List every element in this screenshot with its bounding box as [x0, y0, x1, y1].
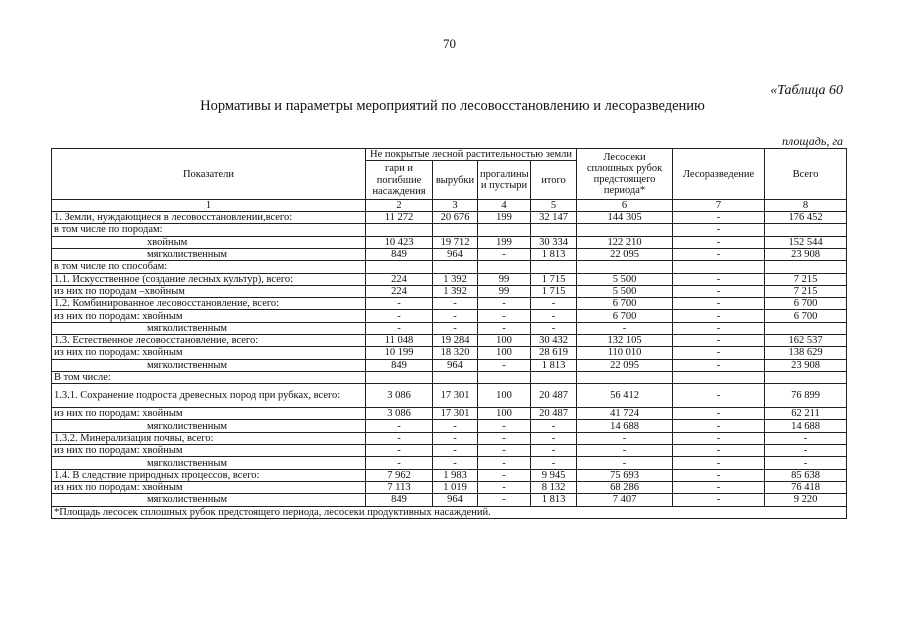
- table-row: [52, 261, 847, 273]
- cell-value: -: [673, 445, 765, 457]
- cell-value: 19 284: [433, 335, 478, 347]
- cell-value: 964: [433, 248, 478, 260]
- cell-value: 17 301: [433, 408, 478, 420]
- document-title: Нормативы и параметры мероприятий по лесовосстановлению и лесоразведению: [200, 98, 705, 114]
- page-number: 70: [443, 36, 456, 51]
- cell-value: [577, 371, 673, 383]
- table-row: [52, 371, 847, 383]
- cell-value: [577, 224, 673, 236]
- table-row: [52, 285, 847, 297]
- cell-value: 199: [478, 212, 531, 224]
- cell-value: 122 210: [577, 236, 673, 248]
- cell-value: 99: [478, 273, 531, 285]
- header-total-sub: итого: [531, 161, 577, 200]
- cell-value: -: [577, 457, 673, 469]
- table-row: [52, 359, 847, 371]
- cell-value: 9 945: [531, 469, 577, 481]
- cell-value: [577, 261, 673, 273]
- table-row: [52, 445, 847, 457]
- cell-value: 6 700: [765, 298, 847, 310]
- cell-value: [765, 322, 847, 334]
- cell-value: -: [673, 224, 765, 236]
- cell-value: 964: [433, 494, 478, 506]
- table-row: [52, 248, 847, 260]
- cell-value: 100: [478, 347, 531, 359]
- row-label: 1.2. Комбинированное лесовосстановление, всего:: [52, 298, 366, 310]
- column-number-row: [52, 200, 847, 212]
- cell-value: 22 095: [577, 359, 673, 371]
- row-label: 1. Земли, нуждающиеся в лесовосстановлении,всего:: [52, 212, 366, 224]
- cell-value: 176 452: [765, 212, 847, 224]
- cell-value: -: [366, 432, 433, 444]
- cell-value: 6 700: [765, 310, 847, 322]
- cell-value: 28 619: [531, 347, 577, 359]
- cell-value: -: [673, 335, 765, 347]
- cell-value: -: [531, 310, 577, 322]
- cell-value: -: [673, 408, 765, 420]
- cell-value: 19 712: [433, 236, 478, 248]
- cell-value: -: [366, 310, 433, 322]
- cell-value: [673, 371, 765, 383]
- header-afforestation: Лесоразведение: [673, 149, 765, 200]
- cell-value: 199: [478, 236, 531, 248]
- cell-value: -: [433, 298, 478, 310]
- cell-value: 6 700: [577, 310, 673, 322]
- cell-value: [366, 371, 433, 383]
- cell-value: -: [673, 273, 765, 285]
- table-row: [52, 335, 847, 347]
- cell-value: 224: [366, 285, 433, 297]
- col-number: 7: [673, 200, 765, 212]
- header-burns: гари и погибшие насаждения: [366, 161, 433, 200]
- cell-value: [531, 261, 577, 273]
- cell-value: -: [765, 432, 847, 444]
- cell-value: -: [478, 494, 531, 506]
- header-cutting-areas: Лесосеки сплошных рубок предстоящего периода*: [577, 149, 673, 200]
- cell-value: 9 220: [765, 494, 847, 506]
- norms-table: [51, 148, 847, 519]
- cell-value: 30 432: [531, 335, 577, 347]
- cell-value: -: [478, 457, 531, 469]
- cell-value: 849: [366, 359, 433, 371]
- cell-value: -: [433, 322, 478, 334]
- cell-value: 1 715: [531, 273, 577, 285]
- cell-value: [531, 371, 577, 383]
- cell-value: 11 272: [366, 212, 433, 224]
- row-label: из них по породам: хвойным: [52, 445, 366, 457]
- row-label: мягколиственным: [52, 494, 366, 506]
- cell-value: -: [478, 298, 531, 310]
- cell-value: 7 962: [366, 469, 433, 481]
- cell-value: 1 392: [433, 285, 478, 297]
- cell-value: 7 215: [765, 285, 847, 297]
- cell-value: -: [478, 310, 531, 322]
- cell-value: [673, 261, 765, 273]
- cell-value: 1 019: [433, 481, 478, 493]
- cell-value: 76 899: [765, 384, 847, 408]
- cell-value: 10 423: [366, 236, 433, 248]
- cell-value: -: [673, 494, 765, 506]
- row-label: мягколиственным: [52, 248, 366, 260]
- cell-value: 7 215: [765, 273, 847, 285]
- table-row: [52, 384, 847, 408]
- cell-value: -: [433, 420, 478, 432]
- row-label: в том числе по породам:: [52, 224, 366, 236]
- cell-value: 14 688: [765, 420, 847, 432]
- cell-value: 14 688: [577, 420, 673, 432]
- cell-value: -: [366, 420, 433, 432]
- cell-value: 68 286: [577, 481, 673, 493]
- units-label: площадь, га: [782, 134, 843, 148]
- cell-value: 62 211: [765, 408, 847, 420]
- col-number: 6: [577, 200, 673, 212]
- cell-value: -: [531, 322, 577, 334]
- cell-value: 964: [433, 359, 478, 371]
- cell-value: 162 537: [765, 335, 847, 347]
- cell-value: 41 724: [577, 408, 673, 420]
- table-row: [52, 432, 847, 444]
- cell-value: [531, 224, 577, 236]
- cell-value: 5 500: [577, 285, 673, 297]
- cell-value: -: [366, 322, 433, 334]
- cell-value: -: [765, 445, 847, 457]
- cell-value: -: [673, 236, 765, 248]
- cell-value: [478, 224, 531, 236]
- cell-value: 100: [478, 408, 531, 420]
- col-number: 8: [765, 200, 847, 212]
- row-label: 1.3.1. Сохранение подроста древесных пород при рубках, всего:: [52, 384, 366, 408]
- table-row: [52, 469, 847, 481]
- row-label: мягколиственным: [52, 420, 366, 432]
- col-number: 1: [52, 200, 366, 212]
- row-label: из них по породам: хвойным: [52, 408, 366, 420]
- cell-value: 22 095: [577, 248, 673, 260]
- cell-value: [765, 224, 847, 236]
- row-label: 1.3.2. Минерализация почвы, всего:: [52, 432, 366, 444]
- cell-value: 3 086: [366, 408, 433, 420]
- cell-value: 11 048: [366, 335, 433, 347]
- cell-value: 224: [366, 273, 433, 285]
- cell-value: 1 392: [433, 273, 478, 285]
- footnote: *Площадь лесосек сплошных рубок предстоящего периода, лесосеки продуктивных насаждений.: [52, 506, 847, 518]
- cell-value: -: [673, 212, 765, 224]
- header-indicators: Показатели: [52, 149, 366, 200]
- cell-value: -: [478, 469, 531, 481]
- cell-value: 1 813: [531, 494, 577, 506]
- row-label: из них по породам: хвойным: [52, 347, 366, 359]
- cell-value: 6 700: [577, 298, 673, 310]
- cell-value: [478, 371, 531, 383]
- header-not-covered: Не покрытые лесной растительностью земли: [366, 149, 577, 161]
- table-row: [52, 420, 847, 432]
- table-row: [52, 481, 847, 493]
- cell-value: -: [478, 432, 531, 444]
- cell-value: -: [673, 322, 765, 334]
- cell-value: 138 629: [765, 347, 847, 359]
- cell-value: 152 544: [765, 236, 847, 248]
- cell-value: [765, 371, 847, 383]
- cell-value: [765, 261, 847, 273]
- cell-value: 849: [366, 494, 433, 506]
- row-label: мягколиственным: [52, 457, 366, 469]
- cell-value: -: [433, 432, 478, 444]
- row-label: 1.1. Искусственное (создание лесных культур), всего:: [52, 273, 366, 285]
- cell-value: -: [577, 445, 673, 457]
- table-row: [52, 457, 847, 469]
- row-label: 1.4. В следствие природных процессов, всего:: [52, 469, 366, 481]
- cell-value: 110 010: [577, 347, 673, 359]
- row-label: в том числе по способам:: [52, 261, 366, 273]
- cell-value: -: [673, 420, 765, 432]
- cell-value: 8 132: [531, 481, 577, 493]
- cell-value: -: [433, 457, 478, 469]
- cell-value: 1 813: [531, 359, 577, 371]
- cell-value: -: [673, 481, 765, 493]
- row-label: мягколиственным: [52, 322, 366, 334]
- header-glades: прогалины и пустыри: [478, 161, 531, 200]
- table-row: [52, 224, 847, 236]
- cell-value: 100: [478, 384, 531, 408]
- cell-value: 3 086: [366, 384, 433, 408]
- cell-value: 56 412: [577, 384, 673, 408]
- header-clearings: вырубки: [433, 161, 478, 200]
- cell-value: -: [673, 347, 765, 359]
- col-number: 5: [531, 200, 577, 212]
- cell-value: 10 199: [366, 347, 433, 359]
- cell-value: -: [366, 298, 433, 310]
- table-row: [52, 310, 847, 322]
- row-label: мягколиственным: [52, 359, 366, 371]
- cell-value: 85 638: [765, 469, 847, 481]
- table-row: [52, 236, 847, 248]
- cell-value: 17 301: [433, 384, 478, 408]
- cell-value: 20 676: [433, 212, 478, 224]
- cell-value: -: [478, 248, 531, 260]
- cell-value: -: [765, 457, 847, 469]
- cell-value: 1 813: [531, 248, 577, 260]
- cell-value: -: [366, 457, 433, 469]
- cell-value: -: [673, 432, 765, 444]
- cell-value: 144 305: [577, 212, 673, 224]
- row-label: хвойным: [52, 236, 366, 248]
- cell-value: [366, 224, 433, 236]
- cell-value: -: [433, 310, 478, 322]
- table-row: [52, 212, 847, 224]
- cell-value: -: [531, 298, 577, 310]
- cell-value: [478, 261, 531, 273]
- cell-value: -: [577, 432, 673, 444]
- cell-value: -: [673, 384, 765, 408]
- cell-value: 23 908: [765, 248, 847, 260]
- cell-value: 76 418: [765, 481, 847, 493]
- cell-value: 30 334: [531, 236, 577, 248]
- cell-value: -: [531, 432, 577, 444]
- table-row: [52, 322, 847, 334]
- cell-value: -: [673, 248, 765, 260]
- cell-value: 849: [366, 248, 433, 260]
- cell-value: -: [673, 285, 765, 297]
- table-row: [52, 494, 847, 506]
- table-reference: «Таблица 60: [770, 83, 843, 98]
- cell-value: 75 693: [577, 469, 673, 481]
- cell-value: [433, 224, 478, 236]
- table-body: [52, 200, 847, 507]
- cell-value: 23 908: [765, 359, 847, 371]
- cell-value: -: [433, 445, 478, 457]
- col-number: 3: [433, 200, 478, 212]
- cell-value: 18 320: [433, 347, 478, 359]
- cell-value: 20 487: [531, 384, 577, 408]
- cell-value: -: [478, 322, 531, 334]
- cell-value: -: [478, 445, 531, 457]
- table-row: [52, 298, 847, 310]
- cell-value: 1 715: [531, 285, 577, 297]
- cell-value: [366, 261, 433, 273]
- cell-value: -: [673, 298, 765, 310]
- cell-value: 32 147: [531, 212, 577, 224]
- table-row: [52, 408, 847, 420]
- col-number: 4: [478, 200, 531, 212]
- cell-value: -: [478, 420, 531, 432]
- table-row: [52, 273, 847, 285]
- cell-value: 100: [478, 335, 531, 347]
- cell-value: -: [531, 445, 577, 457]
- cell-value: -: [366, 445, 433, 457]
- row-label: из них по породам: хвойным: [52, 310, 366, 322]
- cell-value: -: [673, 457, 765, 469]
- cell-value: 1 983: [433, 469, 478, 481]
- cell-value: 99: [478, 285, 531, 297]
- cell-value: -: [673, 310, 765, 322]
- cell-value: -: [478, 481, 531, 493]
- header-all: Всего: [765, 149, 847, 200]
- col-number: 2: [366, 200, 433, 212]
- cell-value: 20 487: [531, 408, 577, 420]
- cell-value: 7 113: [366, 481, 433, 493]
- row-label: 1.3. Естественное лесовосстановление, всего:: [52, 335, 366, 347]
- cell-value: -: [478, 359, 531, 371]
- cell-value: 132 105: [577, 335, 673, 347]
- cell-value: -: [673, 469, 765, 481]
- cell-value: -: [531, 457, 577, 469]
- cell-value: -: [531, 420, 577, 432]
- row-label: из них по породам –хвойным: [52, 285, 366, 297]
- cell-value: 7 407: [577, 494, 673, 506]
- cell-value: [433, 371, 478, 383]
- cell-value: [433, 261, 478, 273]
- row-label: В том числе:: [52, 371, 366, 383]
- row-label: из них по породам: хвойным: [52, 481, 366, 493]
- cell-value: 5 500: [577, 273, 673, 285]
- cell-value: -: [577, 322, 673, 334]
- cell-value: -: [673, 359, 765, 371]
- table-row: [52, 347, 847, 359]
